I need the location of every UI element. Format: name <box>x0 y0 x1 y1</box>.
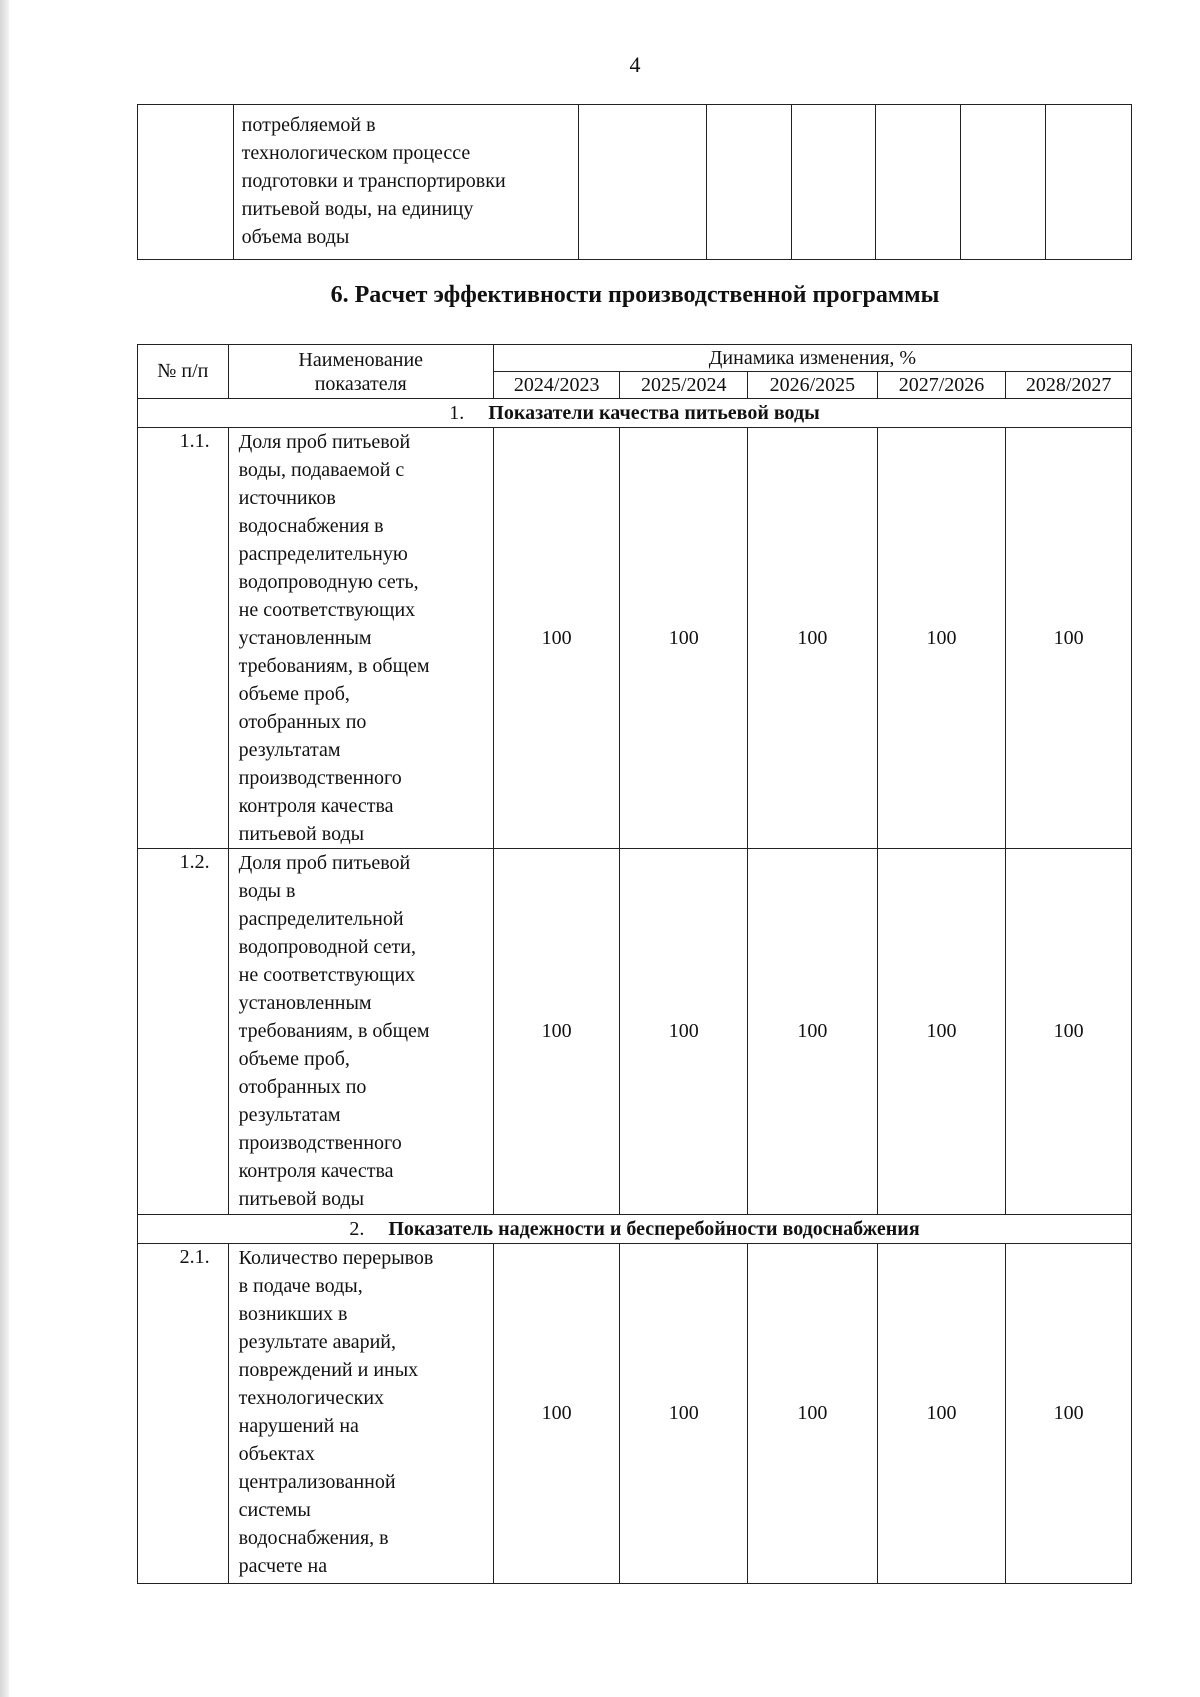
value-cell: 100 <box>620 428 748 849</box>
text-line: Доля проб питьевой <box>238 852 411 874</box>
text-line: требованиям, в общем <box>238 655 430 677</box>
text-line: подготовки и транспортировки <box>241 170 506 192</box>
group-row <box>138 399 1132 428</box>
group-header <box>138 399 1132 428</box>
text-line: питьевой воды <box>238 823 365 845</box>
text-line: воды в <box>238 880 296 902</box>
text-line: производственного <box>238 767 402 789</box>
text-line: Доля проб питьевой <box>238 431 411 453</box>
value-cell: 100 <box>493 1244 620 1584</box>
text-line: распределительную <box>238 543 408 565</box>
text-line: потребляемой в <box>241 114 376 136</box>
group-number: 2. <box>349 1218 365 1240</box>
text-line: не соответствующих <box>238 599 416 621</box>
table-row <box>138 849 1132 1215</box>
table-row <box>138 105 1132 260</box>
text-line: контроля качества <box>238 1160 394 1182</box>
header-line: показателя <box>314 372 407 395</box>
text-line: водопроводной сети, <box>238 936 416 958</box>
text-line: водопроводную сеть, <box>238 571 419 593</box>
text-line: результатам <box>238 1104 341 1126</box>
text-line: отобранных по <box>238 1076 367 1098</box>
text-line: источников <box>238 487 336 509</box>
value-cell: 100 <box>1006 1244 1132 1584</box>
year-header: 2024/2023 <box>493 372 620 399</box>
row-name <box>228 428 493 849</box>
text-line: возникших в <box>238 1303 348 1325</box>
header-row <box>138 345 1132 372</box>
text-line: технологическом процессе <box>241 142 471 164</box>
column-header-dynamics: Динамика изменения, % <box>493 345 1131 372</box>
row-number: 2.1. <box>138 1244 229 1584</box>
value-cell: 100 <box>493 849 620 1215</box>
text-line: производственного <box>238 1132 402 1154</box>
header-line: Наименование <box>298 348 424 371</box>
text-line: результате аварий, <box>238 1331 396 1353</box>
text-line: системы <box>238 1499 311 1521</box>
table-row <box>138 428 1132 849</box>
group-number: 1. <box>449 402 465 424</box>
year-header: 2028/2027 <box>1006 372 1132 399</box>
text-line: результатам <box>238 739 341 761</box>
text-line: водоснабжения, в <box>238 1527 389 1549</box>
text-line: отобранных по <box>238 711 367 733</box>
value-cell: 100 <box>620 849 748 1215</box>
row-name <box>228 849 493 1215</box>
value-cell: 100 <box>748 1244 878 1584</box>
group-title: Показатель надежности и бесперебойности водоснабжения <box>388 1218 920 1240</box>
continuation-table <box>137 104 1132 260</box>
text-line: объема воды <box>241 226 350 248</box>
text-line: воды, подаваемой с <box>238 459 405 481</box>
text-line: контроля качества <box>238 795 394 817</box>
text-line: повреждений и иных <box>238 1359 419 1381</box>
year-header: 2027/2026 <box>877 372 1006 399</box>
text-line: питьевой воды <box>238 1188 365 1210</box>
value-cell: 100 <box>748 849 878 1215</box>
efficiency-table <box>137 344 1132 1584</box>
value-cell: 100 <box>877 428 1006 849</box>
text-line: объеме проб, <box>238 683 350 705</box>
text-line: питьевой воды, на единицу <box>241 198 474 220</box>
column-header-number: № п/п <box>138 345 229 399</box>
row-number: 1.2. <box>138 849 229 1215</box>
value-cell: 100 <box>877 849 1006 1215</box>
page-number: 4 <box>629 52 641 77</box>
row-number: 1.1. <box>138 428 229 849</box>
text-line: требованиям, в общем <box>238 1020 430 1042</box>
text-line: водоснабжения в <box>238 515 384 537</box>
text-line: технологических <box>238 1387 385 1409</box>
group-header <box>138 1215 1132 1244</box>
table-row <box>138 1244 1132 1584</box>
group-title: Показатели качества питьевой воды <box>488 402 820 424</box>
text-line: объеме проб, <box>238 1048 350 1070</box>
text-line: установленным <box>238 627 372 649</box>
continuation-name-cell <box>233 105 578 260</box>
text-line: в подаче воды, <box>238 1275 363 1297</box>
text-line: не соответствующих <box>238 964 416 986</box>
value-cell: 100 <box>493 428 620 849</box>
year-header: 2026/2025 <box>748 372 878 399</box>
value-cell: 100 <box>1006 428 1132 849</box>
value-cell: 100 <box>1006 849 1132 1215</box>
row-name <box>228 1244 493 1584</box>
value-cell: 100 <box>748 428 878 849</box>
text-line: распределительной <box>238 908 404 930</box>
value-cell: 100 <box>620 1244 748 1584</box>
text-line: установленным <box>238 992 372 1014</box>
text-line: централизованной <box>238 1471 396 1493</box>
text-line: нарушений на <box>238 1415 359 1437</box>
value-cell: 100 <box>877 1244 1006 1584</box>
text-line: объектах <box>238 1443 315 1465</box>
scan-edge-shadow <box>0 0 9 1697</box>
text-line: расчете на <box>238 1555 328 1577</box>
year-header: 2025/2024 <box>620 372 748 399</box>
column-header-name <box>228 345 493 399</box>
section-title: 6. Расчет эффективности производственной программы <box>330 282 940 308</box>
text-line: Количество перерывов <box>238 1247 434 1269</box>
group-row <box>138 1215 1132 1244</box>
